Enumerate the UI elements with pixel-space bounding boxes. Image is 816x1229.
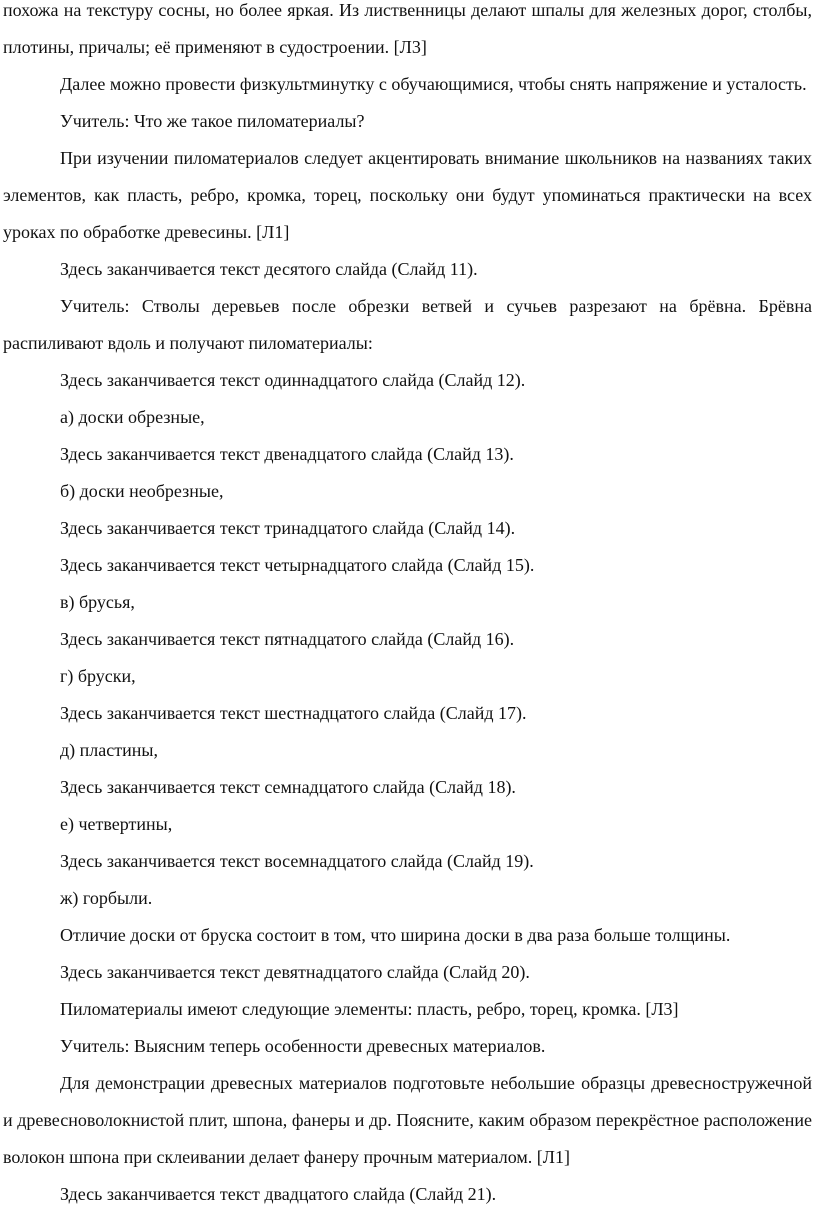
paragraph: Здесь заканчивается текст двенадцатого слайда (Слайд 13). bbox=[60, 444, 514, 464]
paragraph: Здесь заканчивается текст тринадцатого слайда (Слайд 14). bbox=[60, 518, 516, 538]
list-item: ж) горбыли. bbox=[60, 888, 153, 908]
paragraph: При изучении пиломатериалов следует акцентировать внимание школьников на названиях таких элементов, как пласть, ребро, кромка, торец, поскольку они будут упоминаться практически на всех уроках по обработке древесины. [Л1] bbox=[3, 148, 812, 242]
paragraph: Здесь заканчивается текст четырнадцатого слайда (Слайд 15). bbox=[60, 555, 535, 575]
paragraph: Для демонстрации древесных материалов подготовьте небольшие образцы древесностружечной и древесноволокнистой плит, шпона, фанеры и др. Поясните, каким образом перекрёстное расположение волокон шпона при склеивании делает фанеру прочным материалом. [Л1] bbox=[3, 1073, 812, 1167]
paragraph: Здесь заканчивается текст семнадцатого слайда (Слайд 18). bbox=[60, 777, 516, 797]
paragraph: Здесь заканчивается текст восемнадцатого слайда (Слайд 19). bbox=[60, 851, 534, 871]
paragraph: Учитель: Выясним теперь особенности древесных материалов. bbox=[60, 1036, 546, 1056]
paragraph: Здесь заканчивается текст шестнадцатого слайда (Слайд 17). bbox=[60, 703, 527, 723]
paragraph: Учитель: Что же такое пиломатериалы? bbox=[60, 111, 365, 131]
list-item: д) пластины, bbox=[60, 740, 158, 760]
paragraph: Учитель: Стволы деревьев после обрезки ветвей и сучьев разрезают на брёвна. Брёвна распиливают вдоль и получают пиломатериалы: bbox=[3, 296, 812, 353]
paragraph-continuation: похожа на текстуру сосны, но более яркая. Из лиственницы делают шпалы для железных дорог, столбы, плотины, причалы; её применяют в судостроении. [Л3] bbox=[3, 0, 812, 57]
list-item: г) бруски, bbox=[60, 666, 136, 686]
paragraph: Пиломатериалы имеют следующие элементы: пласть, ребро, торец, кромка. [Л3] bbox=[60, 999, 679, 1019]
paragraph: Здесь заканчивается текст пятнадцатого слайда (Слайд 16). bbox=[60, 629, 515, 649]
paragraph: Здесь заканчивается текст десятого слайда (Слайд 11). bbox=[60, 259, 478, 279]
paragraph: Отличие доски от бруска состоит в том, что ширина доски в два раза больше толщины. bbox=[60, 925, 731, 945]
paragraph: Здесь заканчивается текст девятнадцатого слайда (Слайд 20). bbox=[60, 962, 530, 982]
list-item: а) доски обрезные, bbox=[60, 407, 205, 427]
paragraph: Здесь заканчивается текст двадцатого слайда (Слайд 21). bbox=[60, 1184, 497, 1204]
list-item: е) четвертины, bbox=[60, 814, 173, 834]
paragraph: Далее можно провести физкультминутку с обучающимися, чтобы снять напряжение и усталость. bbox=[60, 74, 807, 94]
list-item: в) брусья, bbox=[60, 592, 135, 612]
list-item: б) доски необрезные, bbox=[60, 481, 224, 501]
paragraph: Здесь заканчивается текст одиннадцатого слайда (Слайд 12). bbox=[60, 370, 526, 390]
